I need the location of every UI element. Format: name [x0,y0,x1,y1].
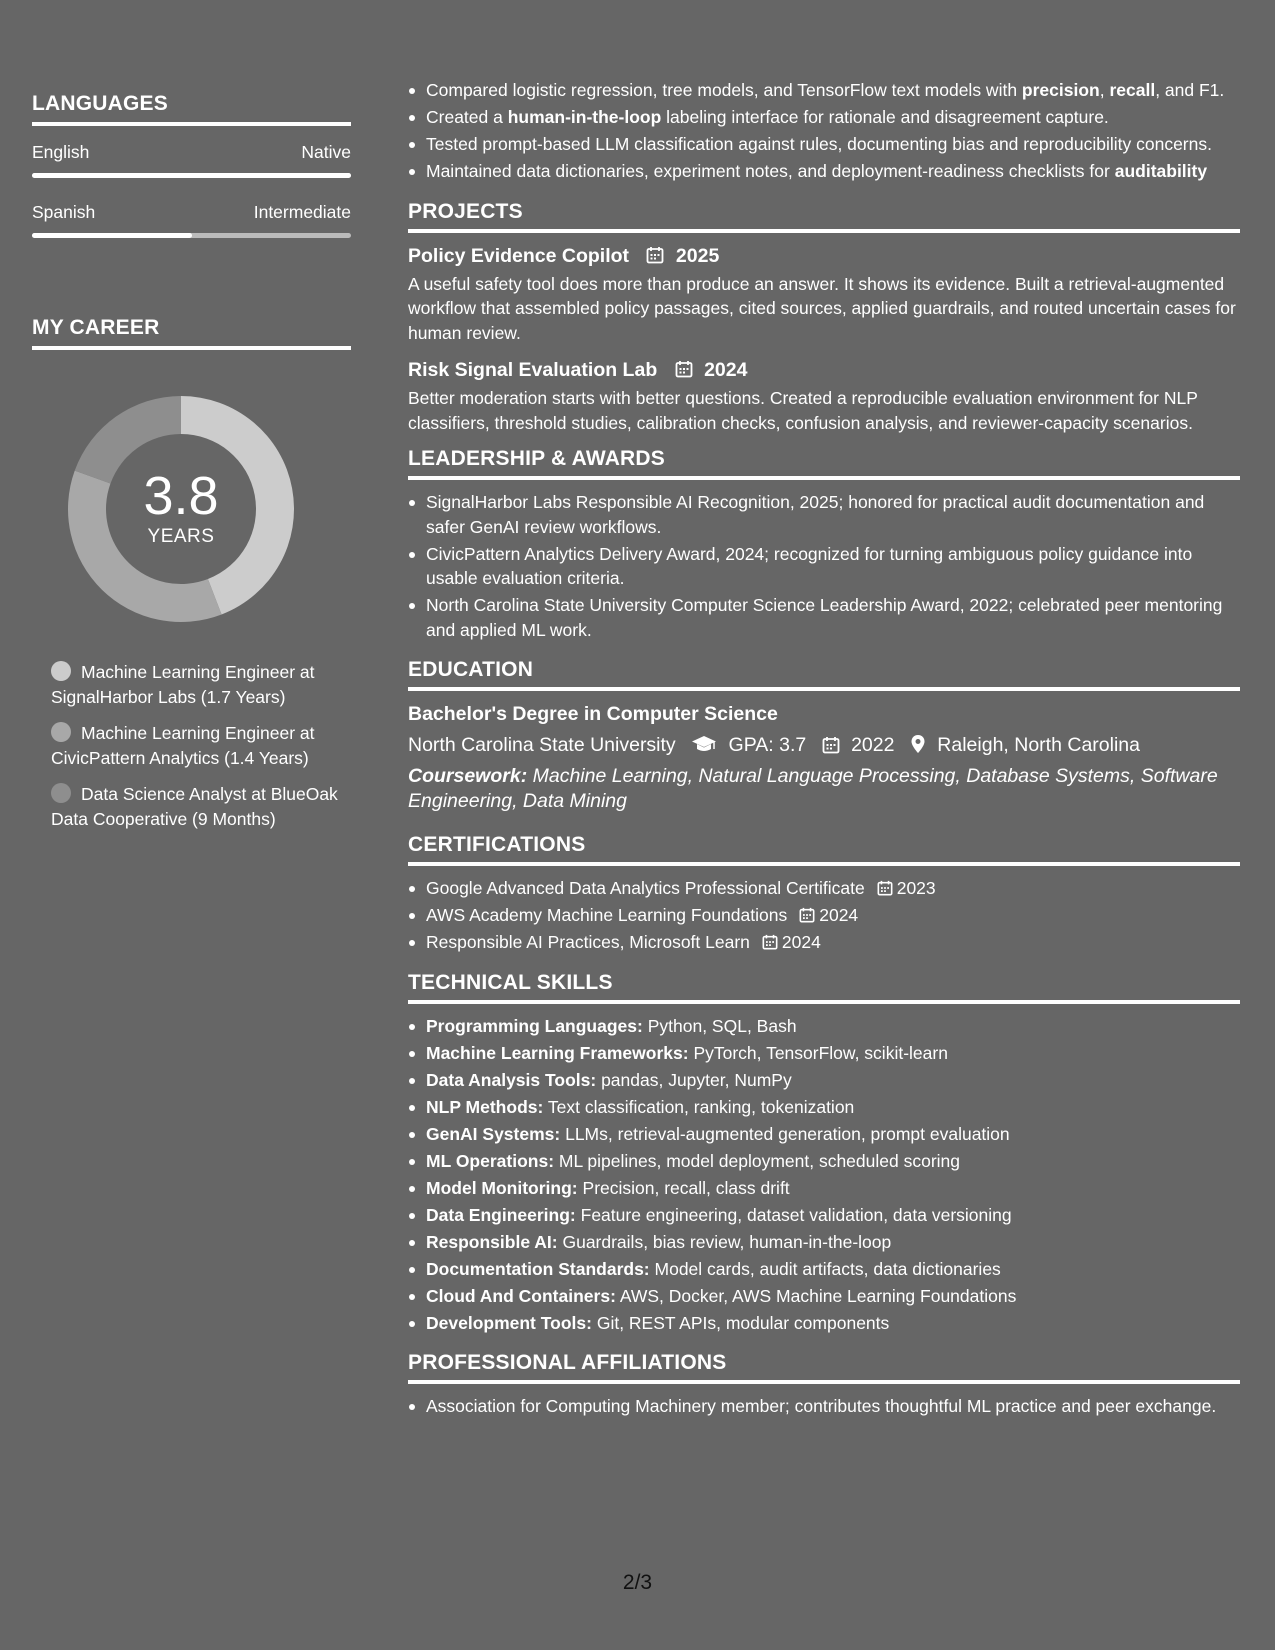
skill-item [408,1176,1240,1201]
bullet-text: labeling interface for rationale and disagreement capture. [661,107,1109,127]
calendar-icon [877,880,893,896]
certification-name: Responsible AI Practices, Microsoft Learn [426,932,750,952]
language-english [32,142,351,178]
skill-label: Data Analysis Tools: [426,1069,597,1090]
main-content [408,78,1240,1421]
bullet-bold: auditability [1114,161,1208,181]
calendar-icon [646,246,664,264]
project-title: Policy Evidence Copilot [408,244,630,267]
award-item: SignalHarbor Labs Responsible AI Recognition, 2025; honored for practical audit documentation and safer GenAI review workflows. [408,490,1240,539]
bullet-text: Compared logistic regression, tree models, and TensorFlow text models with [426,80,1022,100]
skill-item [408,1041,1240,1066]
skill-value: Git, REST APIs, modular components [596,1312,890,1333]
language-name: Spanish [32,202,96,222]
skill-item [408,1095,1240,1120]
skill-item [408,1149,1240,1174]
skill-value: Python, SQL, Bash [647,1015,797,1036]
experience-bullet [408,159,1240,184]
project-item [408,357,1240,435]
page-number: 2/3 [622,1571,653,1594]
career-legend-item [51,721,341,770]
certification-name: Google Advanced Data Analytics Professional Certificate [426,878,865,898]
bullet-bold: precision [1021,80,1100,100]
calendar-icon [675,360,693,378]
skill-label: ML Operations: [426,1150,555,1171]
bullet-text: , [1099,80,1110,100]
career-legend [51,660,341,831]
career-donut-chart [66,394,296,624]
award-item: CivicPattern Analytics Delivery Award, 2024; recognized for turning ambiguous policy guidance into usable evaluation criteria. [408,542,1240,591]
certification-year: 2024 [819,905,859,925]
skill-value: pandas, Jupyter, NumPy [601,1069,792,1090]
skill-label: Programming Languages: [426,1015,643,1036]
affiliations-list [408,1394,1240,1419]
bullet-bold: recall [1109,80,1156,100]
career-legend-item [51,660,341,709]
education-coursework [408,764,1240,813]
graduation-cap-icon [691,734,717,754]
project-year: 2024 [704,359,748,381]
language-name: English [32,142,90,162]
skill-value: ML pipelines, model deployment, scheduled scoring [558,1150,961,1171]
education-heading: EDUCATION [408,658,1240,691]
career-total-unit: YEARS [147,526,215,547]
skill-value: Model cards, audit artifacts, data dictionaries [654,1258,1001,1279]
experience-bullet [408,132,1240,157]
education-meta [408,730,1240,760]
language-proficiency-fill [32,173,351,178]
skill-label: Development Tools: [426,1312,592,1333]
skill-label: Responsible AI: [426,1231,558,1252]
career-legend-label: Data Science Analyst at BlueOak Data Cooperative (9 Months) [51,784,338,829]
award-item: North Carolina State University Computer Science Leadership Award, 2022; celebrated peer mentoring and applied ML work. [408,593,1240,642]
skill-value: Text classification, ranking, tokenization [547,1096,855,1117]
bullet-text: , and F1. [1155,80,1225,100]
experience-bullet [408,78,1240,103]
education-location: Raleigh, North Carolina [937,734,1140,756]
career-legend-label: Machine Learning Engineer at CivicPattern Analytics (1.4 Years) [51,723,315,768]
skill-value: AWS, Docker, AWS Machine Learning Foundations [619,1285,1017,1306]
project-description: Better moderation starts with better questions. Created a reproducible evaluation environment for NLP classifiers, threshold studies, calibration checks, confusion analysis, and reviewer-capacity scenarios. [408,388,1198,433]
language-proficiency-bar [32,233,351,238]
location-pin-icon [910,734,926,754]
education-degree: Bachelor's Degree in Computer Science [408,703,778,725]
skills-list [408,1014,1240,1336]
experience-bullets [408,78,1240,184]
legend-dot-icon [51,722,71,742]
coursework-label: Coursework: [408,765,528,787]
language-level: Native [301,142,351,162]
calendar-icon [762,934,778,950]
skill-label: Machine Learning Frameworks: [426,1042,689,1063]
skill-item [408,1203,1240,1228]
certification-name: AWS Academy Machine Learning Foundations [426,905,788,925]
education-year: 2022 [851,734,895,756]
bullet-text: Tested prompt-based LLM classification against rules, documenting bias and reproducibility concerns. [426,134,1212,154]
skill-label: Cloud And Containers: [426,1285,616,1306]
skill-value: Feature engineering, dataset validation, data versioning [580,1204,1012,1225]
education-gpa: GPA: 3.7 [728,734,807,756]
education-school: North Carolina State University [408,734,676,756]
skills-heading: TECHNICAL SKILLS [408,971,1240,1004]
project-title: Risk Signal Evaluation Lab [408,359,658,381]
career-legend-label: Machine Learning Engineer at SignalHarbor Labs (1.7 Years) [51,662,315,707]
language-level: Intermediate [253,202,351,222]
certifications-list [408,876,1240,955]
skill-item [408,1311,1240,1336]
calendar-icon [822,736,840,754]
skill-item [408,1014,1240,1039]
language-spanish [32,202,351,238]
legend-dot-icon [51,661,71,681]
language-proficiency-fill [32,233,192,238]
affiliation-item: Association for Computing Machinery member; contributes thoughtful ML practice and peer exchange. [408,1394,1240,1419]
languages-heading: LANGUAGES [32,92,351,126]
certifications-heading: CERTIFICATIONS [408,833,1240,866]
career-legend-item [51,782,341,831]
legend-dot-icon [51,783,71,803]
career-total-value: 3.8 [143,466,219,526]
skill-value: Guardrails, bias review, human-in-the-loop [562,1231,892,1252]
skill-item [408,1122,1240,1147]
sidebar [32,92,351,843]
skill-item [408,1257,1240,1282]
skill-value: LLMs, retrieval-augmented generation, prompt evaluation [565,1123,1010,1144]
skill-item [408,1230,1240,1255]
skill-label: Data Engineering: [426,1204,576,1225]
bullet-text: Created a [426,107,508,127]
certification-item [408,876,1240,901]
projects-heading: PROJECTS [408,200,1240,233]
skill-item [408,1284,1240,1309]
skill-label: GenAI Systems: [426,1123,561,1144]
coursework-list: Machine Learning, Natural Language Processing, Database Systems, Software Engineering, Data Mining [408,765,1218,812]
affiliations-heading: PROFESSIONAL AFFILIATIONS [408,1351,1240,1384]
skill-label: Documentation Standards: [426,1258,650,1279]
certification-year: 2024 [781,932,821,952]
experience-bullet [408,105,1240,130]
skill-value: Precision, recall, class drift [582,1177,790,1198]
bullet-text: Maintained data dictionaries, experiment notes, and deployment-readiness checklists for [426,161,1115,181]
skill-label: Model Monitoring: [426,1177,578,1198]
project-description: A useful safety tool does more than produce an answer. It shows its evidence. Built a retrieval-augmented workflow that assembled policy passages, cited sources, applied guardrails, and routed uncertain cases for human review. [408,273,1236,343]
certification-item [408,903,1240,928]
career-heading: MY CAREER [32,316,351,350]
skill-value: PyTorch, TensorFlow, scikit-learn [693,1042,948,1063]
certification-year: 2023 [896,878,936,898]
project-item [408,243,1240,346]
certification-item [408,930,1240,955]
language-proficiency-bar [32,173,351,178]
awards-list [408,490,1240,642]
skill-label: NLP Methods: [426,1096,544,1117]
awards-heading: LEADERSHIP & AWARDS [408,447,1240,480]
project-year: 2025 [675,244,720,267]
calendar-icon [799,907,815,923]
bullet-bold: human-in-the-loop [507,107,662,127]
skill-item [408,1068,1240,1093]
